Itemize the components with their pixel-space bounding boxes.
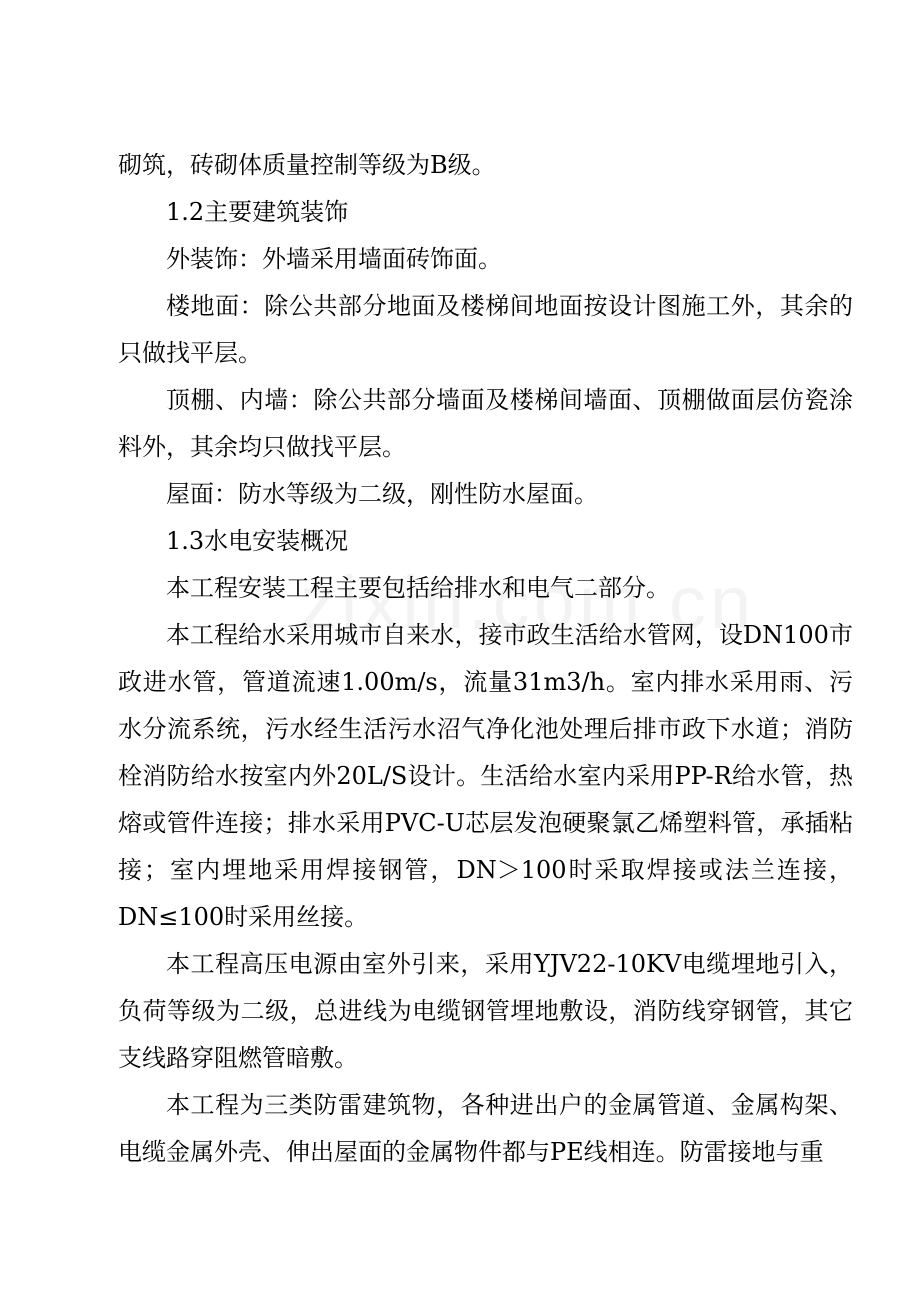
section-heading: 1.3水电安装概况	[166, 527, 349, 555]
paragraph: 本工程给水采用城市自来水，接市政生活给水管网，设DN100市政进水管，管道流速1.00m/s，流量31m3/h。室内排水采用雨、污水分流系统，污水经生活污水沼气净化池处理后排市政下水道；消防栓消防给水按室内外20L/S设计。生活给水室内采用PP-R给水管，热熔或管件连接；排水采用PVC-U芯层发泡硬聚氯乙烯塑料管，承插粘接；室内埋地采用焊接钢管，DN＞100时采取焊接或法兰连接，DN≤100时采用丝接。	[118, 621, 853, 931]
document-body	[118, 142, 853, 1176]
paragraph: 楼地面：除公共部分地面及楼梯间地面按设计图施工外，其余的只做找平层。	[118, 292, 853, 367]
paragraph: 砌筑，砖砌体质量控制等级为B级。	[118, 151, 496, 179]
paragraph: 顶棚、内墙：除公共部分墙面及楼梯间墙面、顶棚做面层仿瓷涂料外，其余均只做找平层。	[118, 386, 853, 461]
paragraph: 本工程安装工程主要包括给排水和电气二部分。	[166, 574, 670, 602]
paragraph: 外装饰：外墙采用墙面砖饰面。	[166, 245, 502, 273]
paragraph: 本工程为三类防雷建筑物，各种进出户的金属管道、金属构架、电缆金属外壳、伸出屋面的金属物件都与PE线相连。防雷接地与重	[118, 1091, 853, 1166]
paragraph: 屋面：防水等级为二级，刚性防水屋面。	[166, 480, 598, 508]
paragraph: 本工程高压电源由室外引来，采用YJV22-10KV电缆埋地引入，负荷等级为二级，总进线为电缆钢管埋地敷设，消防线穿钢管，其它支线路穿阻燃管暗敷。	[118, 950, 853, 1072]
section-heading: 1.2主要建筑装饰	[166, 198, 349, 226]
